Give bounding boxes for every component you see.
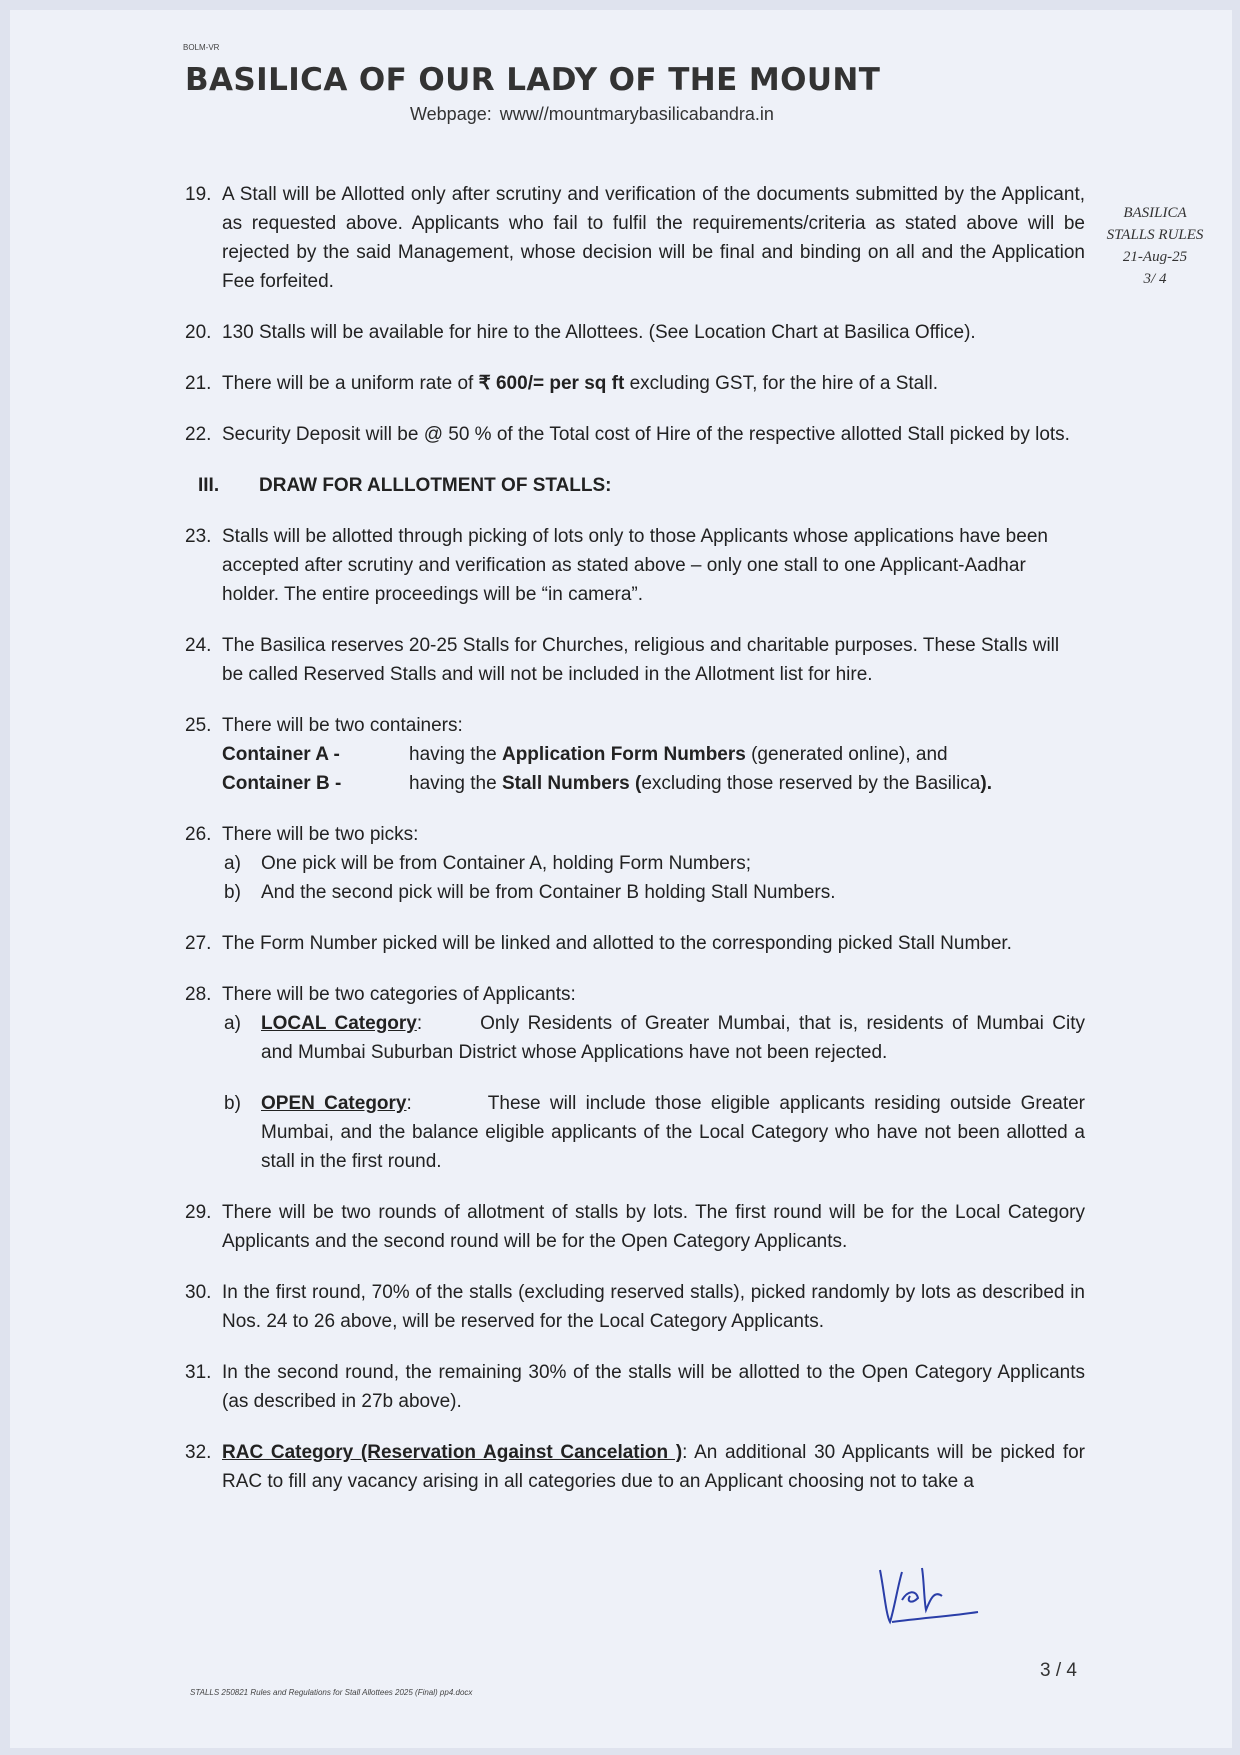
rule-text: In the first round, 70% of the stalls (excluding reserved stalls), picked randomly by lots as described in Nos. 24 to 26 above, will be reserved for the Local Category Applicants. [222,1282,1085,1332]
container-b-row [222,769,1085,798]
rule-28 [185,980,1085,1176]
rule-number: 31. [185,1362,212,1383]
rule-number: 25. [185,715,212,736]
rule-22 [185,420,1085,449]
container-bold: Stall Numbers ( [501,773,642,794]
rule-number: 24. [185,635,212,656]
container-b-label: Container B - [222,773,342,794]
container-a-text [409,740,948,769]
rate-text: ₹ 600/= per sq ft [478,373,625,394]
rule-number: 23. [185,526,212,547]
container-text: excluding those reserved by the Basilica [641,773,981,794]
sub-text: These will include those eligible applicants residing outside Greater Mumbai, and the balance eligible applicants of the Local Category who have not been allotted a stall in the first round. [261,1093,1086,1172]
rule-text: In the second round, the remaining 30% of the stalls will be allotted to the Open Category Applicants (as described in 27b above). [222,1362,1085,1412]
rule-27 [185,929,1085,958]
page-number: 3 / 4 [1040,1660,1077,1681]
rule-text: Security Deposit will be @ 50 % of the Total cost of Hire of the respective allotted Stall picked by lots. [222,424,1070,445]
rule-text: There will be two picks: [222,824,419,845]
category-name: LOCAL Category [261,1013,417,1034]
rule-text: There will be two containers: [222,715,463,736]
document-code: BOLM-VR [183,43,220,52]
rule-text: There will be two categories of Applicants: [222,984,576,1005]
rule-text: excluding GST, for the hire of a Stall. [624,373,938,394]
sub-item-b [222,1089,1085,1176]
sub-item-b [222,878,1085,907]
rule-number: 27. [185,933,212,954]
sub-label: a) [224,1013,241,1034]
rule-25 [185,711,1085,798]
sub-item-a [222,1009,1085,1067]
category-colon: : [416,1013,423,1034]
container-text: having the [409,744,502,765]
rule-30 [185,1278,1085,1336]
rule-number: 28. [185,984,212,1005]
side-note-line: STALLS RULES [1106,227,1204,243]
sub-label: b) [224,1093,241,1114]
rule-23 [185,522,1085,609]
side-note-line: BASILICA [1123,205,1187,221]
container-a-row [222,740,1085,769]
section-title: DRAW FOR ALLLOTMENT OF STALLS: [259,475,612,496]
rule-26 [185,820,1085,907]
section-heading [198,471,1085,500]
rule-21 [185,369,1085,398]
footer-filename: STALLS 250821 Rules and Regulations for Stall Allottees 2025 (Final) pp4.docx [190,1688,473,1697]
container-b-text [409,769,992,798]
sub-text: One pick will be from Container A, holding Form Numbers; [261,853,751,874]
rules-body [185,180,1085,1518]
rule-text: The Form Number picked will be linked and allotted to the corresponding picked Stall Number. [222,933,1012,954]
container-text: (generated online), and [745,744,948,765]
rule-24 [185,631,1085,689]
rule-number: 20. [185,322,212,343]
rule-29 [185,1198,1085,1256]
document-title: BASILICA OF OUR LADY OF THE MOUNT [185,62,881,98]
rule-20 [185,318,1085,347]
webpage-line [410,104,774,125]
sub-label: b) [224,882,241,903]
container-bold: Application Form Numbers [501,744,746,765]
rule-number: 19. [185,184,212,205]
side-note-line: 21-Aug-25 [1122,249,1188,265]
rule-number: 32. [185,1442,212,1463]
rule-number: 21. [185,373,212,394]
signature-image [872,1560,982,1630]
rule-31 [185,1358,1085,1416]
webpage-url: www//mountmarybasilicabandra.in [499,104,774,124]
rule-text: : An additional 30 Applicants will be picked for RAC to fill any vacancy arising in all categories due to an Applicant choosing not to take a [222,1442,1086,1492]
rule-number: 30. [185,1282,212,1303]
side-note [1095,202,1215,290]
rule-text: 130 Stalls will be available for hire to the Allottees. (See Location Chart at Basilica Office). [222,322,976,343]
sub-text: And the second pick will be from Container B holding Stall Numbers. [261,882,836,903]
rule-text: Stalls will be allotted through picking of lots only to those Applicants whose applications have been accepted after scrutiny and verification as stated above – only one stall to one Applicant-Aadhar holder. The entire proceedings will be “in camera”. [222,526,1048,605]
rule-number: 26. [185,824,212,845]
section-number: III. [198,475,220,496]
container-bold: ). [980,773,992,794]
webpage-label: Webpage: [410,104,492,124]
category-colon: : [406,1093,412,1114]
rule-32 [185,1438,1085,1496]
rule-text: There will be a uniform rate of [222,373,479,394]
rule-text: There will be two rounds of allotment of stalls by lots. The first round will be for the Local Category Applicants and the second round will be for the Open Category Applicants. [222,1202,1085,1252]
rule-text: A Stall will be Allotted only after scrutiny and verification of the documents submitted by the Applicant, as requested above. Applicants who fail to fulfil the requirements/criteria as stated above will be rejected by the said Management, whose decision will be final and binding on all and the Application Fee forfeited. [222,184,1085,292]
sub-label: a) [224,853,241,874]
container-text: having the [409,773,502,794]
rule-number: 29. [185,1202,212,1223]
container-a-label: Container A - [222,744,340,765]
sub-item-a [222,849,1085,878]
category-name: RAC Category (Reservation Against Cancelation ) [222,1442,683,1463]
rule-19 [185,180,1085,296]
sub-text: Only Residents of Greater Mumbai, that is, residents of Mumbai City and Mumbai Suburban District whose Applications have not been rejected. [261,1013,1085,1063]
category-name: OPEN Category [261,1093,407,1114]
rule-number: 22. [185,424,212,445]
side-note-line: 3/ 4 [1143,271,1167,287]
rule-text: The Basilica reserves 20-25 Stalls for Churches, religious and charitable purposes. These Stalls will be called Reserved Stalls and will not be included in the Allotment list for hire. [222,635,1060,685]
